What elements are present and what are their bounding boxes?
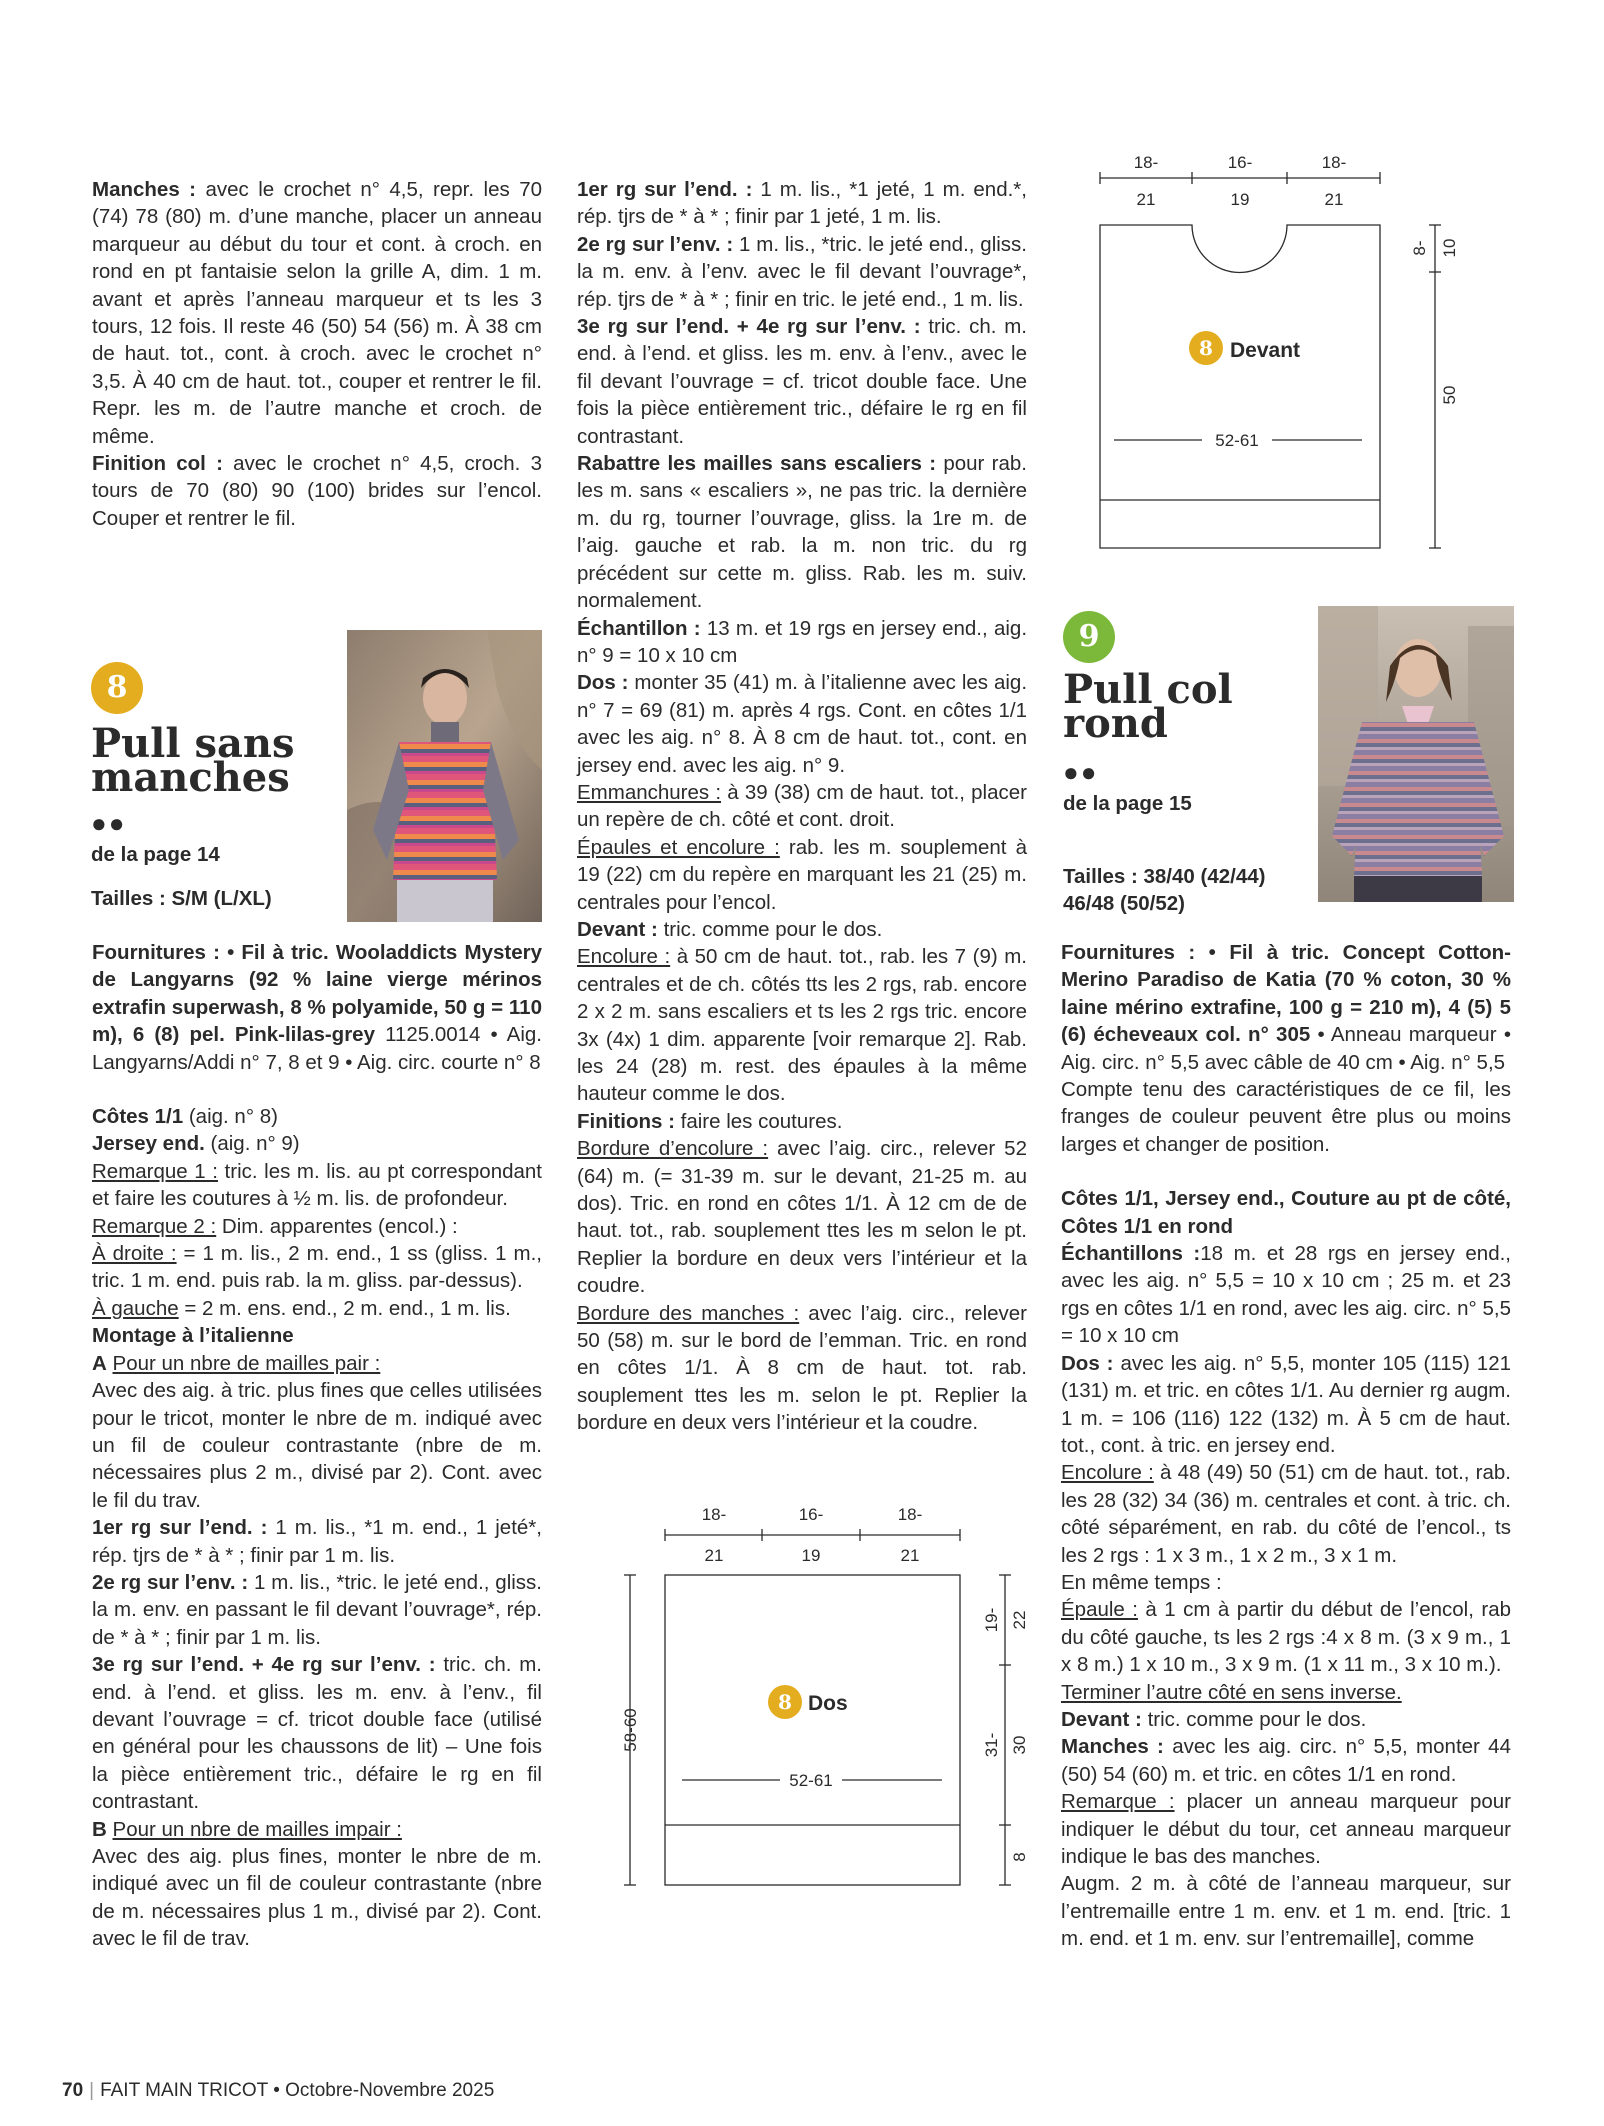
dim-top-right-1: 18-	[897, 1505, 923, 1524]
dim-width: 52-61	[1215, 431, 1259, 450]
footer-bullet: •	[273, 2080, 280, 2101]
difficulty-dots-8: ●●	[91, 808, 127, 838]
diagram-devant	[1080, 150, 1480, 560]
col1-top-text	[92, 176, 542, 532]
diagram-badge-number: 8	[1199, 336, 1213, 360]
dim-right-c: 8	[1010, 1852, 1029, 1862]
dim-width: 52-61	[789, 1771, 833, 1790]
dim-top-right-2: 21	[900, 1546, 920, 1565]
dim-top-mid-2: 19	[1230, 190, 1250, 209]
model-photo-illustration	[1318, 606, 1514, 902]
pattern-number-badge-9: 9	[1063, 611, 1115, 663]
page-footer: 70 | FAIT MAIN TRICOT • Octobre-Novembre 2025	[62, 2080, 495, 2101]
page-number: 70	[62, 2080, 84, 2101]
dim-top-right-2: 21	[1324, 190, 1344, 209]
pattern-title-9: Pull col rond	[1063, 666, 1233, 747]
paragraph-manches: Manches : avec le crochet n° 4,5, repr. les 70 (74) 78 (80) m. d’une manche, placer un anneau marqueur au début du tour et cont. à croch. en rond en pt fantaisie selon la grille A, dim. 1 m. avant et après l’anneau marqueur et ts les 3 tours, 12 fois. Il reste 46 (50) 54 (56) m. À 38 cm de haut. tot., cont. à croch. avec le crochet n° 3,5. À 40 cm de haut. tot., couper et rentrer le fil. Repr. les m. de l’autre manche et croch. de même.	[92, 178, 542, 448]
model-photo-illustration	[347, 630, 542, 922]
sizes-8: Tailles : S/M (L/XL)	[91, 887, 272, 910]
materials-8: Fournitures : • Fil à tric. Wooladdicts Mystery de Langyarns (92 % laine vierge mérinos extrafin superwash, 8 % polyamide, 50 g = 110 m), 6 (8) pel. Pink-lilas-grey 1125.0014 • Aig. Langyarns/Addi n° 7, 8 et 9 • Aig. circ. courte n° 8	[92, 941, 542, 1074]
col3-text: Fournitures : • Fil à tric. Concept Cotton-Merino Paradiso de Katia (70 % coton, 30 % laine mérino extrafine, 100 g = 210 m), 4 (5) 5 (6) écheveaux col. n° 305 • Anneau marqueur • Aig. circ. n° 5,5 avec câble de 40 cm • Aig. n° 5,5 Compte tenu des caractéristiques de ce fil, les franges de couleur peuvent être plus ou moins larges et changer de position. Côtes 1/1, Jersey end., Couture au pt de côté, Côtes 1/1 en rond Échantillons :18 m. et 28 rgs en jersey end., avec les aig. n° 5,5 = 10 x 10 cm ; 25 m. et 23 rgs en côtes 1/1 en rond, avec les aig. circ. n° 5,5 = 10 x 10 cm Dos : avec les aig. n° 5,5, monter 105 (115) 121 (131) m. et tric. en côtes 1/1. Au dernier rg augm. 1 m. = 106 (116) 122 (132) m. À 5 cm de haut. tot., cont. à tric. en jersey end. Encolure : à 48 (49) 50 (51) cm de haut. tot., rab. les 28 (32) 34 (36) m. centrales et cont. à tric. ch. côté séparément, en rab. du côté de l’encol., ts les 2 rgs : 1 x 3 m., 1 x 2 m., 3 x 1 m. En même temps : Épaule : à 1 cm à partir du début de l’encol, rab du côté gauche, ts les 2 rgs :4 x 8 m. (3 x 9 m., 1 x 8 m.) 1 x 10 m., 3 x 9 m. (1 x 11 m., 3 x 10 m.). Terminer l’autre côté en sens inverse. Devant : tric. comme pour le dos. Manches : avec les aig. circ. n° 5,5, monter 44 (50) 54 (60) m. et tric. en côtes 1/1 en rond. Remarque : placer un anneau marqueur pour indiquer le début du tour, cet anneau marqueur indique le bas des manches. Augm. 2 m. à côté de l’anneau marqueur, sur l’entremaille entre 1 m. env. et 1 m. end. [tric. 1 m. end. et 1 m. env. sur l’entremaille], comme	[1061, 941, 1512, 1951]
source-page-9: de la page 15	[1063, 792, 1192, 815]
dim-right-a2: 22	[1010, 1610, 1029, 1630]
dim-right-b: 50	[1440, 385, 1459, 405]
dim-right-a2: 10	[1440, 238, 1459, 258]
issue-date: Octobre-Novembre 2025	[285, 2080, 495, 2101]
diagram-dos	[610, 1495, 1030, 1935]
diagram-badge-number: 8	[778, 1690, 792, 1714]
dim-top-left-2: 21	[704, 1546, 724, 1565]
photo-round-neck-sweater	[1318, 606, 1514, 902]
dim-top-mid-1: 16-	[798, 1505, 824, 1524]
dim-right-b2: 30	[1010, 1735, 1029, 1755]
dim-top-right-1: 18-	[1321, 153, 1347, 172]
pattern-title-8: Pull sans manches	[91, 720, 295, 801]
source-page-8: de la page 14	[91, 843, 220, 866]
diagram-label-dos: Dos	[808, 1692, 848, 1715]
difficulty-dots-9: ●●	[1063, 757, 1099, 787]
photo-sleeveless-sweater	[347, 630, 542, 922]
heading-montage-italienne: Montage à l’italienne	[92, 1324, 294, 1348]
dim-top-left-2: 21	[1136, 190, 1156, 209]
paragraph-finition-col: Finition col : avec le crochet n° 4,5, croch. 3 tours de 70 (80) 90 (100) brides sur l’encol. Couper et rentrer le fil.	[92, 452, 542, 530]
magazine-name: FAIT MAIN TRICOT	[100, 2080, 268, 2101]
pattern-number-badge-8: 8	[91, 662, 143, 714]
dim-left-height: 58-60	[621, 1708, 640, 1752]
diagram-label-devant: Devant	[1230, 339, 1301, 362]
dim-top-mid-1: 16-	[1227, 153, 1253, 172]
materials-9: Fournitures : • Fil à tric. Concept Cotton-Merino Paradiso de Katia (70 % coton, 30 % laine mérino extrafine, 100 g = 210 m), 4 (5) 5 (6) écheveaux col. n° 305 • Anneau marqueur • Aig. circ. n° 5,5 avec câble de 40 cm • Aig. n° 5,5	[1061, 941, 1511, 1074]
col1-bottom-text: Fournitures : • Fil à tric. Wooladdicts Mystery de Langyarns (92 % laine vierge mérinos extrafin superwash, 8 % polyamide, 50 g = 110 m), 6 (8) pel. Pink-lilas-grey 1125.0014 • Aig. Langyarns/Addi n° 7, 8 et 9 • Aig. circ. courte n° 8 Côtes 1/1 (aig. n° 8) Jersey end. (aig. n° 9) Remarque 1 : tric. les m. lis. au pt correspondant et faire les coutures à ½ m. lis. de profondeur. Remarque 2 : Dim. apparentes (encol.) : À droite : = 1 m. lis., 2 m. end., 1 ss (gliss. 1 m., tric. 1 m. end. puis rab. la m. gliss. par-dessus). À gauche = 2 m. ens. end., 2 m. end., 1 m. lis. Montage à l’italienne A Pour un nbre de mailles pair : Avec des aig. à tric. plus fines que celles utilisées pour le tricot, monter le nbre de m. indiqué avec un fil de couleur contrastante (nbre de m. nécessaires plus 2 m., divisé par 2). Cont. avec le fil du trav. 1er rg sur l’end. : 1 m. lis., *1 m. end., 1 jeté*, rép. tjrs de * à * ; finir par 1 m. lis. 2e rg sur l’env. : 1 m. lis., *tric. le jeté end., gliss. la m. env. en passant le fil devant l’ouvrage*, rép. de * à * ; finir par 1 m. lis. 3e rg sur l’end. + 4e rg sur l’env. : tric. ch. m. end. à l’end. et gliss. les m. env. à l’env., fil devant l’ouvrage = cf. tricot double face (utilisé en général pour les chaussons de lit) – Une fois la pièce entièrement tric., défaire le rg en fil contrastant. B Pour un nbre de mailles impair : Avec des aig. plus fines, monter le nbre de m. indiqué avec un fil de couleur contrastante (nbre de m. nécessaires plus 1 m., divisé par 2). Cont. avec le fil de trav.	[92, 941, 542, 1951]
dim-top-left-1: 18-	[701, 1505, 727, 1524]
dim-top-mid-2: 19	[801, 1546, 821, 1565]
col2-text: 1er rg sur l’end. : 1 m. lis., *1 jeté, 1 m. end.*, rép. tjrs de * à * ; finir par 1 jeté, 1 m. lis. 2e rg sur l’env. : 1 m. lis., *tric. le jeté end., gliss. la m. env. à l’env. avec le fil devant l’ouvrage*, rép. tjrs de * à * ; finir en tric. le jeté end., 1 m. lis. 3e rg sur l’end. + 4e rg sur l’env. : tric. ch. m. end. à l’end. et gliss. les m. env. à l’env., avec le fil devant l’ouvrage = cf. tricot double face. Une fois la pièce entièrement tric., défaire le rg en fil contrastant. Rabattre les mailles sans escaliers : pour rab. les m. sans « escaliers », ne pas tric. la dernière m. du rg, tourner l’ouvrage, gliss. la 1re m. de l’aig. gauche et rab. la m. non tric. du rg précédent sur cette m. gliss. Rab. les m. suiv. normalement. Échantillon : 13 m. et 19 rgs en jersey end., aig. n° 9 = 10 x 10 cm Dos : monter 35 (41) m. à l’italienne avec les aig. n° 7 = 69 (81) m. après 4 rgs. Cont. en côtes 1/1 avec les aig. n° 8. À 8 cm de haut. tot., cont. en jersey end. avec les aig. n° 9. Emmanchures : à 39 (38) cm de haut. tot., placer un repère de ch. côté et cont. droit. Épaules et encolure : rab. les m. souplement à 19 (22) cm du repère en marquant les 21 (25) m. centrales pour l’encol. Devant : tric. comme pour le dos. Encolure : à 50 cm de haut. tot., rab. les 7 (9) m. centrales et de ch. côtés tts les 2 rgs, rab. encore 2 x 2 m. sans escaliers et ts les 2 rgs tric. encore 3x (4x) 1 dim. apparente [voir remarque 2]. Rab. les 24 (28) m. rest. des épaules à la même hauteur comme le dos. Finitions : faire les coutures. Bordure d’encolure : avec l’aig. circ., relever 52 (64) m. (= 31-39 m. sur le devant, 21-25 m. au dos). Tric. en rond en côtes 1/1. À 12 cm de de haut. tot., rab. souplement ttes les m selon le pt. Replier la bordure en deux vers l’intérieur et la coudre. Bordure des manches : avec l’aig. circ., relever 50 (58) m. sur le bord de l’emman. Tric. en rond en côtes 1/1. À 8 cm de haut. tot. rab. souplement ttes les m. selon le pt. Replier la bordure en deux vers l’intérieur et la coudre.	[577, 178, 1028, 1435]
dim-right-a1: 19-	[982, 1607, 1001, 1633]
sizes-9: Tailles : 38/40 (42/44) 46/48 (50/52)	[1063, 865, 1266, 915]
dim-right-a1: 8-	[1410, 240, 1429, 256]
dim-top-left-1: 18-	[1133, 153, 1159, 172]
dim-right-b1: 31-	[982, 1732, 1001, 1758]
